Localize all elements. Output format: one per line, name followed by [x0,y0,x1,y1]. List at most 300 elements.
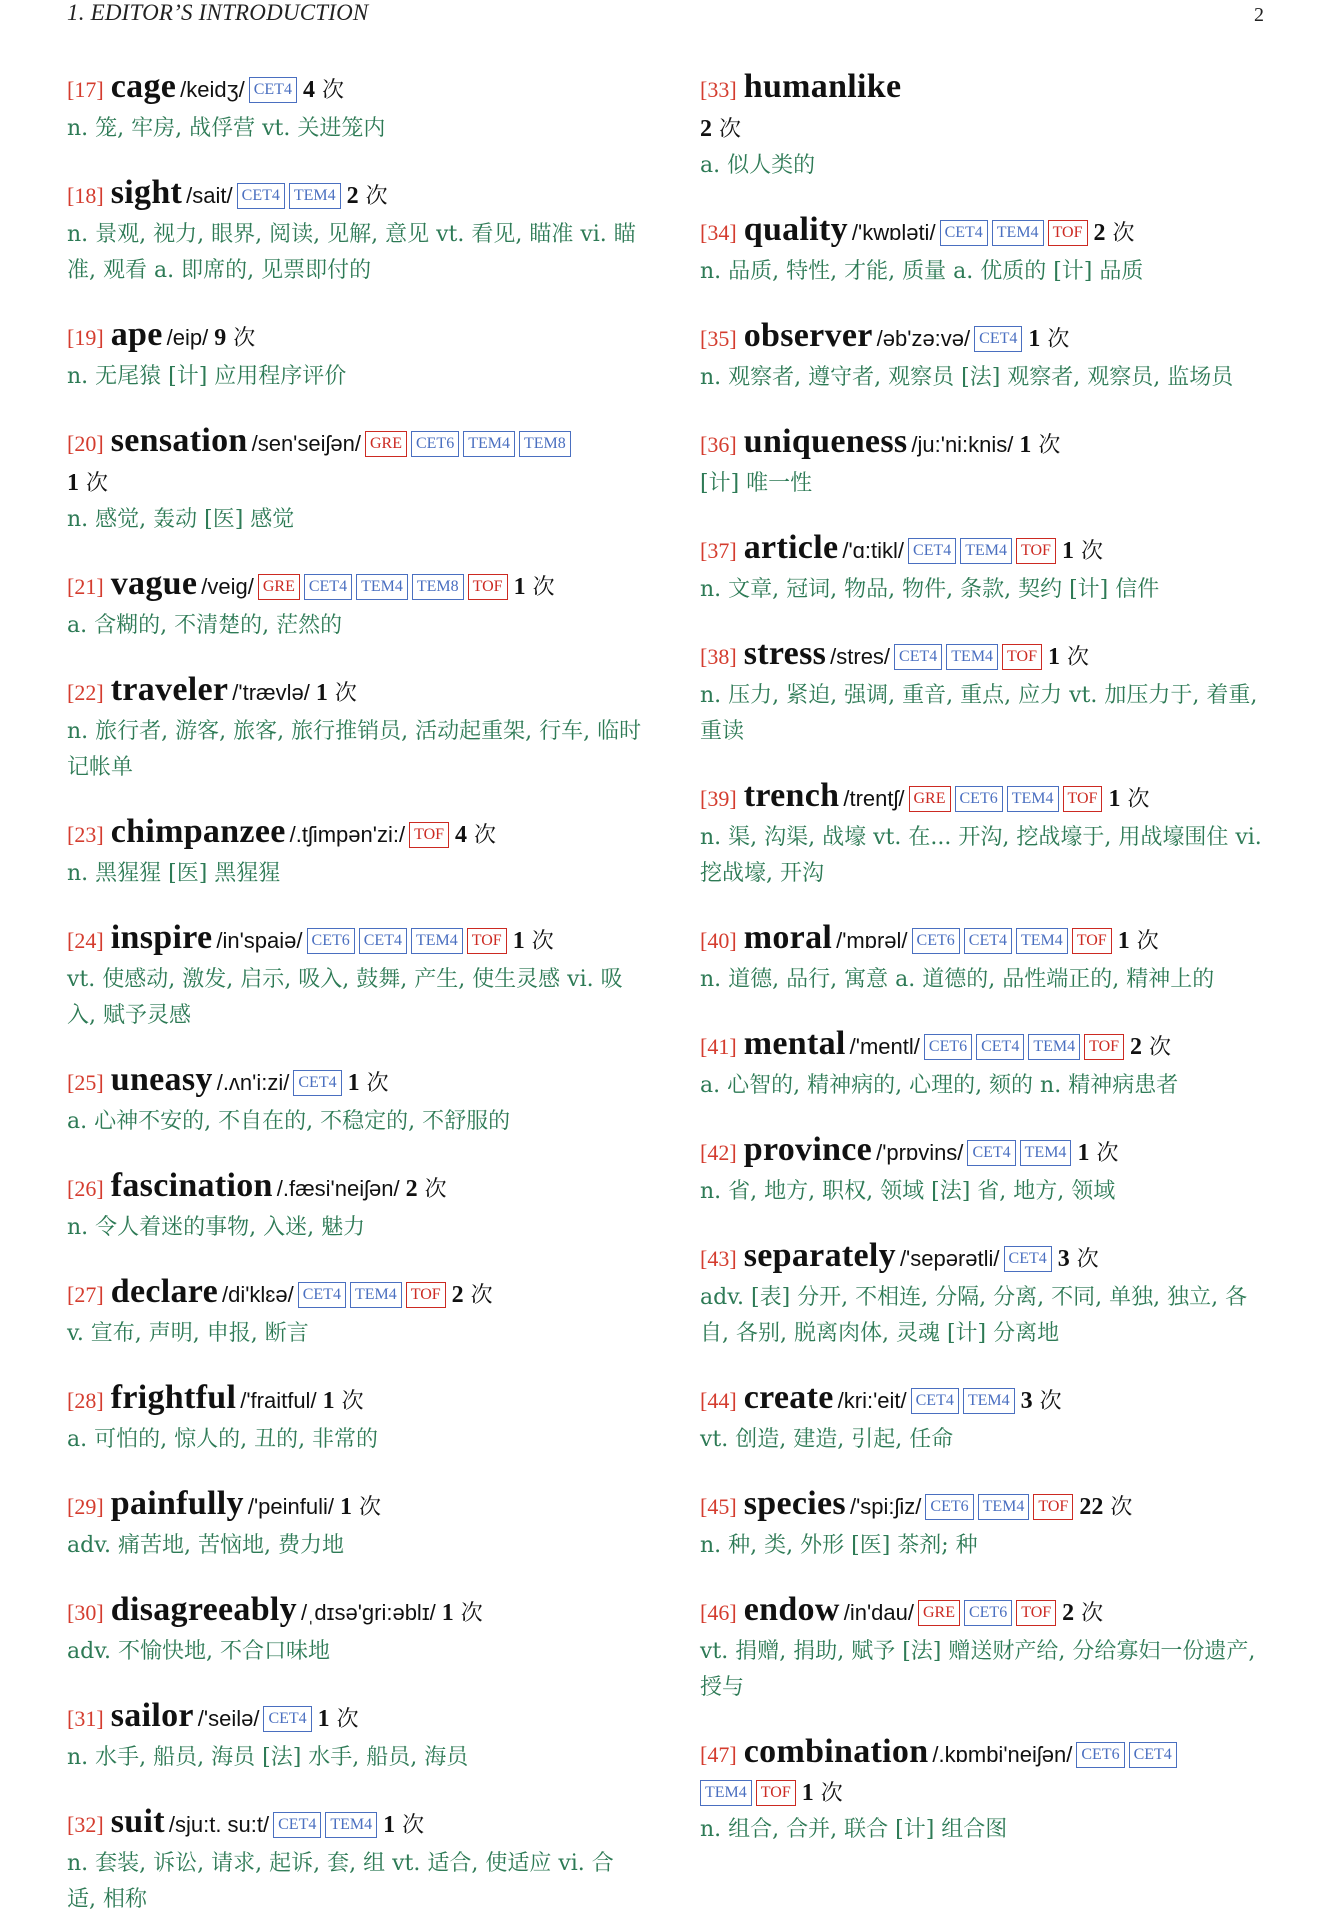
entry-index: [39] [700,786,737,811]
frequency-count [1028,327,1069,352]
frequency-number: 2 [346,183,359,209]
entry-headline [67,1591,642,1634]
exam-tag-tem8: TEM8 [412,574,464,600]
frequency-number: 1 [67,470,79,496]
frequency-unit: 次 [233,326,256,351]
dictionary-entry [67,1167,642,1246]
frequency-unit: 次 [719,117,742,142]
entry-headline [67,1697,642,1740]
frequency-count [323,1389,364,1414]
entry-definition: vt. 使感动, 激发, 启示, 吸入, 鼓舞, 产生, 使生灵感 vi. 吸入, 赋予灵感 [67,967,623,1028]
frequency-unit: 次 [532,575,555,600]
phonetic-transcription: /sen'seiʃən/ [251,431,361,456]
frequency-number: 1 [512,928,525,954]
frequency-number: 22 [1079,1494,1104,1520]
entry-definition: n. 无尾猿 [计] 应用程序评价 [67,364,347,389]
phonetic-transcription: /'spi:ʃiz/ [849,1494,922,1519]
entry-headline [700,211,1275,254]
frequency-count [700,117,741,142]
phonetic-transcription: /'kwɒləti/ [851,220,936,245]
phonetic-transcription: /trentʃ/ [843,786,905,811]
exam-tag-gre: GRE [918,1600,960,1626]
frequency-number: 1 [1108,786,1121,812]
entry-definition: a. 含糊的, 不清楚的, 茫然的 [67,613,343,638]
headword: cage [110,68,177,105]
entry-index: [25] [67,1070,104,1095]
exam-tag-tof: TOF [1016,1600,1056,1626]
entry-index: [32] [67,1812,104,1837]
frequency-unit: 次 [341,1389,364,1414]
frequency-number: 1 [315,680,328,706]
exam-tag-cet4: CET4 [1129,1742,1177,1768]
entry-index: [34] [700,220,737,245]
exam-tag-cet4: CET4 [894,644,942,670]
entry-definition: adv. 不愉快地, 不合口味地 [67,1639,330,1664]
frequency-number: 2 [700,116,712,142]
exam-tag-tem4: TEM4 [411,928,463,954]
headword: quality [743,211,848,248]
entry-index: [22] [67,680,104,705]
phonetic-transcription: /ju:'ni:knis/ [911,432,1014,457]
dictionary-entry [700,1131,1275,1210]
dictionary-entry [700,1025,1275,1104]
frequency-count [513,929,554,954]
entry-headline [700,1591,1275,1634]
exam-tag-tof: TOF [1063,786,1103,812]
entry-headline [700,1485,1275,1528]
exam-tag-tof: TOF [1048,220,1088,246]
frequency-unit: 次 [334,681,357,706]
entry-definition: a. 似人类的 [700,153,816,178]
frequency-count [1062,1601,1103,1626]
dictionary-entry [67,919,642,1034]
frequency-unit: 次 [1039,1389,1062,1414]
entry-headline [700,919,1275,962]
phonetic-transcription: /.kɒmbi'neiʃən/ [932,1742,1073,1767]
exam-tag-tem4: TEM4 [963,1388,1015,1414]
headword: fascination [110,1167,273,1204]
headword: uniqueness [743,423,908,460]
exam-tag-tem8: TEM8 [519,431,571,457]
frequency-count [452,1283,493,1308]
phonetic-transcription: /stres/ [830,644,891,669]
frequency-count [514,575,555,600]
entry-index: [30] [67,1600,104,1625]
entry-index: [43] [700,1246,737,1271]
frequency-unit: 次 [1110,1495,1133,1520]
exam-tag-cet4: CET4 [908,538,956,564]
entry-definition: n. 套装, 诉讼, 请求, 起诉, 套, 组 vt. 适合, 使适应 vi. 合适, 相称 [67,1851,614,1912]
phonetic-transcription: /'peinfuli/ [247,1494,334,1519]
frequency-count [340,1495,381,1520]
entry-headline [67,919,642,962]
frequency-number: 1 [383,1812,396,1838]
dictionary-entry [700,68,1275,184]
phonetic-transcription: /sait/ [186,183,233,208]
headword: frightful [110,1379,237,1416]
entry-definition: a. 心智的, 精神病的, 心理的, 颏的 n. 精神病患者 [700,1073,1179,1098]
frequency-count [1058,1247,1099,1272]
entry-index: [37] [700,538,737,563]
entry-index: [23] [67,822,104,847]
frequency-count [1130,1035,1171,1060]
dictionary-entry [67,1379,642,1458]
frequency-unit: 次 [86,471,109,496]
entry-index: [20] [67,431,104,456]
frequency-count [347,184,388,209]
exam-tag-cet4: CET4 [298,1282,346,1308]
frequency-count [316,681,357,706]
frequency-number: 3 [1020,1388,1033,1414]
entry-definition: v. 宣布, 声明, 申报, 断言 [67,1321,309,1346]
headword: combination [743,1733,929,1770]
exam-tag-cet4: CET4 [273,1812,321,1838]
entry-headline [67,1061,642,1104]
exam-tag-tof: TOF [1084,1034,1124,1060]
exam-tag-tem4: TEM4 [1020,1140,1072,1166]
dictionary-entry [67,1061,642,1140]
phonetic-transcription: /'seilə/ [197,1706,260,1731]
frequency-number: 1 [801,1780,814,1806]
entry-index: [36] [700,432,737,457]
frequency-number: 1 [1077,1140,1090,1166]
frequency-line [700,111,1275,148]
exam-tag-cet4: CET4 [911,1388,959,1414]
dictionary-entry [67,1697,642,1776]
entry-headline-continued [696,1776,1275,1812]
dictionary-entry [67,813,642,892]
frequency-count [1079,1495,1132,1520]
frequency-unit: 次 [474,823,497,848]
headword: stress [743,635,827,672]
phonetic-transcription: /.fæsi'neiʃən/ [276,1176,400,1201]
phonetic-transcription: /sju:t. su:t/ [168,1812,270,1837]
headword: article [743,529,839,566]
entry-headline [67,813,642,856]
frequency-number: 1 [441,1600,454,1626]
exam-tag-tof: TOF [1072,928,1112,954]
dictionary-entry [700,777,1275,892]
entry-definition: n. 旅行者, 游客, 旅客, 旅行推销员, 活动起重架, 行车, 临时记帐单 [67,719,642,780]
headword: declare [110,1273,218,1310]
frequency-count [1077,1141,1118,1166]
frequency-unit: 次 [321,78,344,103]
entry-definition: n. 观察者, 遵守者, 观察员 [法] 观察者, 观察员, 监场员 [700,365,1234,390]
frequency-number: 1 [1047,644,1060,670]
frequency-number: 1 [317,1706,330,1732]
entry-headline [67,671,642,714]
phonetic-transcription: /eip/ [166,325,209,350]
entry-definition: adv. 痛苦地, 苦恼地, 费力地 [67,1533,344,1558]
entry-definition: adv. [表] 分开, 不相连, 分隔, 分离, 不同, 单独, 独立, 各自, 各别, 脱离肉体, 灵魂 [计] 分离地 [700,1285,1248,1346]
phonetic-transcription: /ˌdɪsə'gri:əblɪ/ [300,1600,436,1625]
exam-tag-tem4: TEM4 [325,1812,377,1838]
frequency-unit: 次 [1112,221,1135,246]
exam-tag-cet6: CET6 [912,928,960,954]
frequency-count [442,1601,483,1626]
headword: endow [743,1591,840,1628]
dictionary-entry [67,174,642,289]
phonetic-transcription: /veig/ [201,574,254,599]
entry-index: [28] [67,1388,104,1413]
exam-tag-cet4: CET4 [940,220,988,246]
frequency-unit: 次 [402,1813,425,1838]
entry-index: [44] [700,1388,737,1413]
entry-headline [67,1379,642,1422]
entry-definition: n. 压力, 紧迫, 强调, 重音, 重点, 应力 vt. 加压力于, 着重, 重读 [700,683,1258,744]
phonetic-transcription: /di'klɛə/ [221,1282,294,1307]
headword: sensation [110,422,248,459]
frequency-unit: 次 [424,1177,447,1202]
frequency-unit: 次 [366,1071,389,1096]
exam-tag-cet4: CET4 [976,1034,1024,1060]
exam-tag-tem4: TEM4 [960,538,1012,564]
exam-tag-cet6: CET6 [955,786,1003,812]
frequency-unit: 次 [460,1601,483,1626]
frequency-count [383,1813,424,1838]
entry-headline [67,1485,642,1528]
exam-tag-cet4: CET4 [249,77,297,103]
exam-tag-tof: TOF [1016,538,1056,564]
exam-tag-gre: GRE [909,786,951,812]
phonetic-transcription: /keidʒ/ [180,77,245,102]
frequency-count [802,1781,843,1806]
exam-tag-cet6: CET6 [1076,1742,1124,1768]
entry-index: [31] [67,1706,104,1731]
exam-tag-tof: TOF [409,822,449,848]
headword: mental [743,1025,846,1062]
headword: suit [110,1803,165,1840]
entry-headline [700,529,1275,572]
entry-headline [700,1025,1275,1068]
entry-index: [38] [700,644,737,669]
exam-tag-cet4: CET4 [263,1706,311,1732]
entry-headline [67,1273,642,1316]
frequency-unit: 次 [470,1283,493,1308]
frequency-count [348,1071,389,1096]
exam-tag-cet4: CET4 [974,326,1022,352]
entry-headline [700,635,1275,678]
headword: separately [743,1237,896,1274]
dictionary-entry [67,422,642,538]
entry-definition: vt. 创造, 建造, 引起, 任命 [700,1427,954,1452]
entry-headline [700,1131,1275,1174]
frequency-count [1118,929,1159,954]
dictionary-entry [67,68,642,147]
exam-tag-tof: TOF [756,1780,796,1806]
headword: sight [110,174,183,211]
entry-headline [67,174,642,217]
frequency-count [1048,645,1089,670]
entry-definition: n. 品质, 特性, 才能, 质量 a. 优质的 [计] 品质 [700,259,1144,284]
dictionary-entry [67,1803,642,1918]
headword: disagreeably [110,1591,297,1628]
entry-index: [35] [700,326,737,351]
entry-headline [67,68,642,111]
entry-index: [17] [67,77,104,102]
headword: species [743,1485,846,1522]
entry-definition: n. 水手, 船员, 海员 [法] 水手, 船员, 海员 [67,1745,469,1770]
frequency-count [214,326,255,351]
entry-index: [29] [67,1494,104,1519]
entry-headline [700,317,1275,360]
entry-headline [67,1803,642,1846]
exam-tag-tof: TOF [1002,644,1042,670]
exam-tag-cet4: CET4 [293,1070,341,1096]
frequency-number: 1 [347,1070,360,1096]
exam-tag-cet6: CET6 [924,1034,972,1060]
frequency-number: 1 [513,574,526,600]
exam-tag-cet4: CET4 [1004,1246,1052,1272]
frequency-number: 4 [302,77,315,103]
dictionary-entry [67,1485,642,1564]
dictionary-entry [700,1237,1275,1352]
headword: trench [743,777,840,814]
entry-index: [47] [700,1742,737,1767]
frequency-number: 1 [1061,538,1074,564]
entry-definition: n. 笼, 牢房, 战俘营 vt. 关进笼内 [67,116,386,141]
dictionary-entry [700,317,1275,396]
frequency-unit: 次 [1076,1247,1099,1272]
exam-tag-tem4: TEM4 [356,574,408,600]
exam-tag-cet6: CET6 [307,928,355,954]
phonetic-transcription: /əb'zə:və/ [876,326,971,351]
exam-tag-tem4: TEM4 [700,1780,752,1806]
headword: observer [743,317,873,354]
dictionary-entry [67,671,642,786]
exam-tag-cet4: CET4 [237,183,285,209]
entry-index: [41] [700,1034,737,1059]
exam-tag-tem4: TEM4 [350,1282,402,1308]
headword: traveler [110,671,229,708]
frequency-unit: 次 [359,1495,382,1520]
entry-definition: n. 种, 类, 外形 [医] 茶剂; 种 [700,1533,978,1558]
exam-tag-gre: GRE [365,431,407,457]
page-header [67,0,1264,30]
entry-definition: n. 文章, 冠词, 物品, 物件, 条款, 契约 [计] 信件 [700,577,1160,602]
frequency-number: 3 [1057,1246,1070,1272]
exam-tag-tem4: TEM4 [1007,786,1059,812]
left-column [67,68,642,1918]
exam-tag-cet4: CET4 [304,574,352,600]
headword: inspire [110,919,213,956]
frequency-count [1019,433,1060,458]
frequency-unit: 次 [365,184,388,209]
phonetic-transcription: /'mentl/ [849,1034,920,1059]
phonetic-transcription: /'ɑ:tikl/ [842,538,905,563]
entry-index: [33] [700,77,737,102]
dictionary-entry [700,1379,1275,1458]
frequency-count [303,78,344,103]
exam-tag-tof: TOF [1033,1494,1073,1520]
entry-headline [67,1167,642,1210]
phonetic-transcription: /'mɒrəl/ [836,928,908,953]
entry-definition: n. 黑猩猩 [医] 黑猩猩 [67,861,281,886]
phonetic-transcription: /'sepərətli/ [899,1246,1000,1271]
entry-index: [27] [67,1282,104,1307]
headword: create [743,1379,834,1416]
entry-definition: n. 省, 地方, 职权, 领域 [法] 省, 地方, 领域 [700,1179,1116,1204]
phonetic-transcription: /.ʌn'i:zi/ [216,1070,290,1095]
headword: chimpanzee [110,813,286,850]
phonetic-transcription: /in'dau/ [843,1600,914,1625]
frequency-number: 1 [322,1388,335,1414]
frequency-number: 2 [1130,1034,1143,1060]
exam-tag-tem4: TEM4 [289,183,341,209]
phonetic-transcription: /'trævlə/ [232,680,310,705]
exam-tag-cet6: CET6 [964,1600,1012,1626]
headword: moral [743,919,833,956]
frequency-number: 1 [1028,326,1041,352]
exam-tag-cet4: CET4 [964,928,1012,954]
dictionary-entry [700,919,1275,998]
entry-definition: n. 组合, 合并, 联合 [计] 组合图 [700,1817,1008,1842]
right-column [700,68,1275,1848]
entry-index: [45] [700,1494,737,1519]
frequency-number: 1 [340,1494,352,1520]
headword: painfully [110,1485,244,1522]
frequency-line [67,465,642,502]
entry-headline [700,68,1275,111]
frequency-unit: 次 [1096,1141,1119,1166]
entry-headline [700,1237,1275,1280]
entry-index: [46] [700,1600,737,1625]
frequency-unit: 次 [1047,327,1070,352]
frequency-number: 4 [455,822,468,848]
entry-headline [700,777,1275,820]
frequency-count [1062,539,1103,564]
dictionary-entry [700,1591,1275,1706]
entry-headline [700,423,1275,466]
frequency-count [1108,787,1149,812]
frequency-unit: 次 [1149,1035,1172,1060]
entry-index: [21] [67,574,104,599]
exam-tag-tem4: TEM4 [978,1494,1030,1520]
frequency-unit: 次 [1127,787,1150,812]
entry-index: [26] [67,1176,104,1201]
entry-headline [67,422,642,465]
dictionary-entry [700,211,1275,290]
frequency-count [455,823,496,848]
frequency-number: 2 [1062,1600,1075,1626]
entry-index: [18] [67,183,104,208]
exam-tag-cet4: CET4 [359,928,407,954]
frequency-unit: 次 [1081,1601,1104,1626]
exam-tag-tof: TOF [406,1282,446,1308]
exam-tag-cet4: CET4 [967,1140,1015,1166]
exam-tag-cet6: CET6 [411,431,459,457]
frequency-unit: 次 [1136,929,1159,954]
headword: province [743,1131,873,1168]
entry-index: [24] [67,928,104,953]
entry-definition: [计] 唯一性 [700,471,813,496]
headword: uneasy [110,1061,213,1098]
exam-tag-tem4: TEM4 [1016,928,1068,954]
exam-tag-tem4: TEM4 [463,431,515,457]
frequency-unit: 次 [820,1781,843,1806]
frequency-number: 2 [1093,220,1106,246]
frequency-unit: 次 [1038,433,1061,458]
frequency-count [406,1177,447,1202]
dictionary-entry [67,1591,642,1670]
headword: sailor [110,1697,194,1734]
headword: vague [110,565,198,602]
dictionary-entry [700,1485,1275,1564]
entry-definition: vt. 捐赠, 捐助, 赋予 [法] 赠送财产给, 分给寡妇一份遗产, 授与 [700,1639,1256,1700]
entry-definition: n. 道德, 品行, 寓意 a. 道德的, 品性端正的, 精神上的 [700,967,1215,992]
entry-headline [700,1379,1275,1422]
exam-tag-gre: GRE [258,574,300,600]
